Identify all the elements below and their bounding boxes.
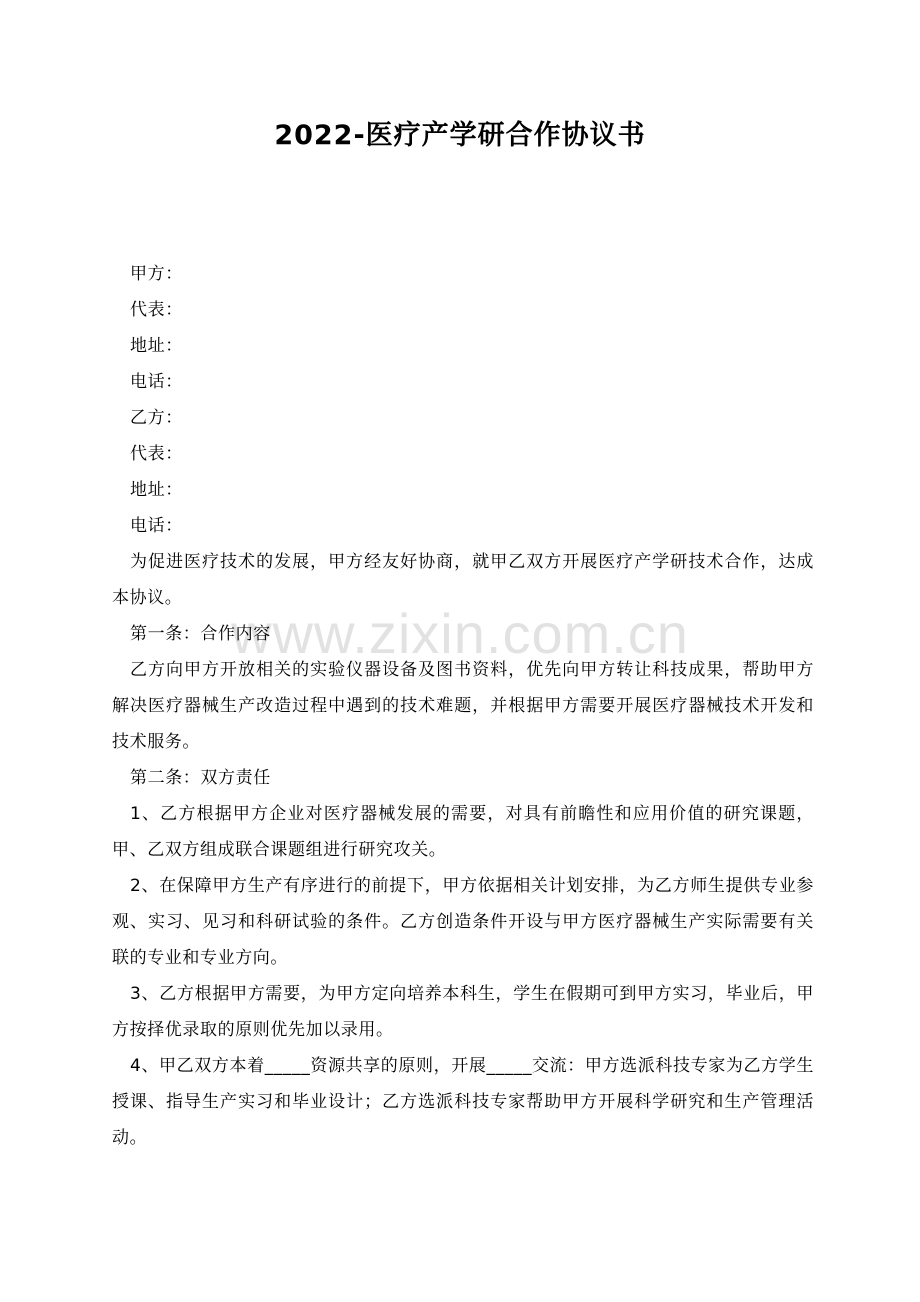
party-b-name-label: 乙方： xyxy=(130,408,183,428)
clause-4: 4、甲乙双方本着_____资源共享的原则，开展_____交流：甲方选派科技专家为乙方学生授课、指导生产实习和毕业设计；乙方选派科技专家帮助甲方开展科学研究和生产管理活动。 xyxy=(112,1056,814,1148)
article1-heading: 第一条：合作内容 xyxy=(130,624,271,644)
party-a-address-label: 地址： xyxy=(130,336,183,356)
clause-3: 3、乙方根据甲方需要，为甲方定向培养本科生，学生在假期可到甲方实习，毕业后，甲方按择优录取的原则优先加以录用。 xyxy=(112,984,814,1040)
preamble-paragraph: 为促进医疗技术的发展，甲方经友好协商，就甲乙双方开展医疗产学研技术合作，达成本协议。 xyxy=(112,552,814,608)
document-title: 2022-医疗产学研合作协议书 xyxy=(274,120,646,151)
party-a-name-label: 甲方： xyxy=(130,264,183,284)
party-a-rep-label: 代表： xyxy=(130,300,183,320)
article2-heading: 第二条：双方责任 xyxy=(130,768,271,788)
clause-2: 2、在保障甲方生产有序进行的前提下，甲方依据相关计划安排，为乙方师生提供专业参观、实习、见习和科研试验的条件。乙方创造条件开设与甲方医疗器械生产实际需要有关联的专业和专业方向。 xyxy=(112,876,814,968)
party-b-address-label: 地址： xyxy=(130,480,183,500)
party-b-rep-label: 代表： xyxy=(130,444,183,464)
clause-1: 1、乙方根据甲方企业对医疗器械发展的需要，对具有前瞻性和应用价值的研究课题，甲、乙双方组成联合课题组进行研究攻关。 xyxy=(112,804,814,860)
watermark: www.zixin.com.cn xyxy=(231,602,689,665)
article1-paragraph: 乙方向甲方开放相关的实验仪器设备及图书资料，优先向甲方转让科技成果，帮助甲方解决医疗器械生产改造过程中遇到的技术难题，并根据甲方需要开展医疗器械技术开发和技术服务。 xyxy=(112,660,814,752)
document-body xyxy=(112,256,814,1156)
party-b-phone-label: 电话： xyxy=(130,516,183,536)
party-a-phone-label: 电话： xyxy=(130,372,183,392)
